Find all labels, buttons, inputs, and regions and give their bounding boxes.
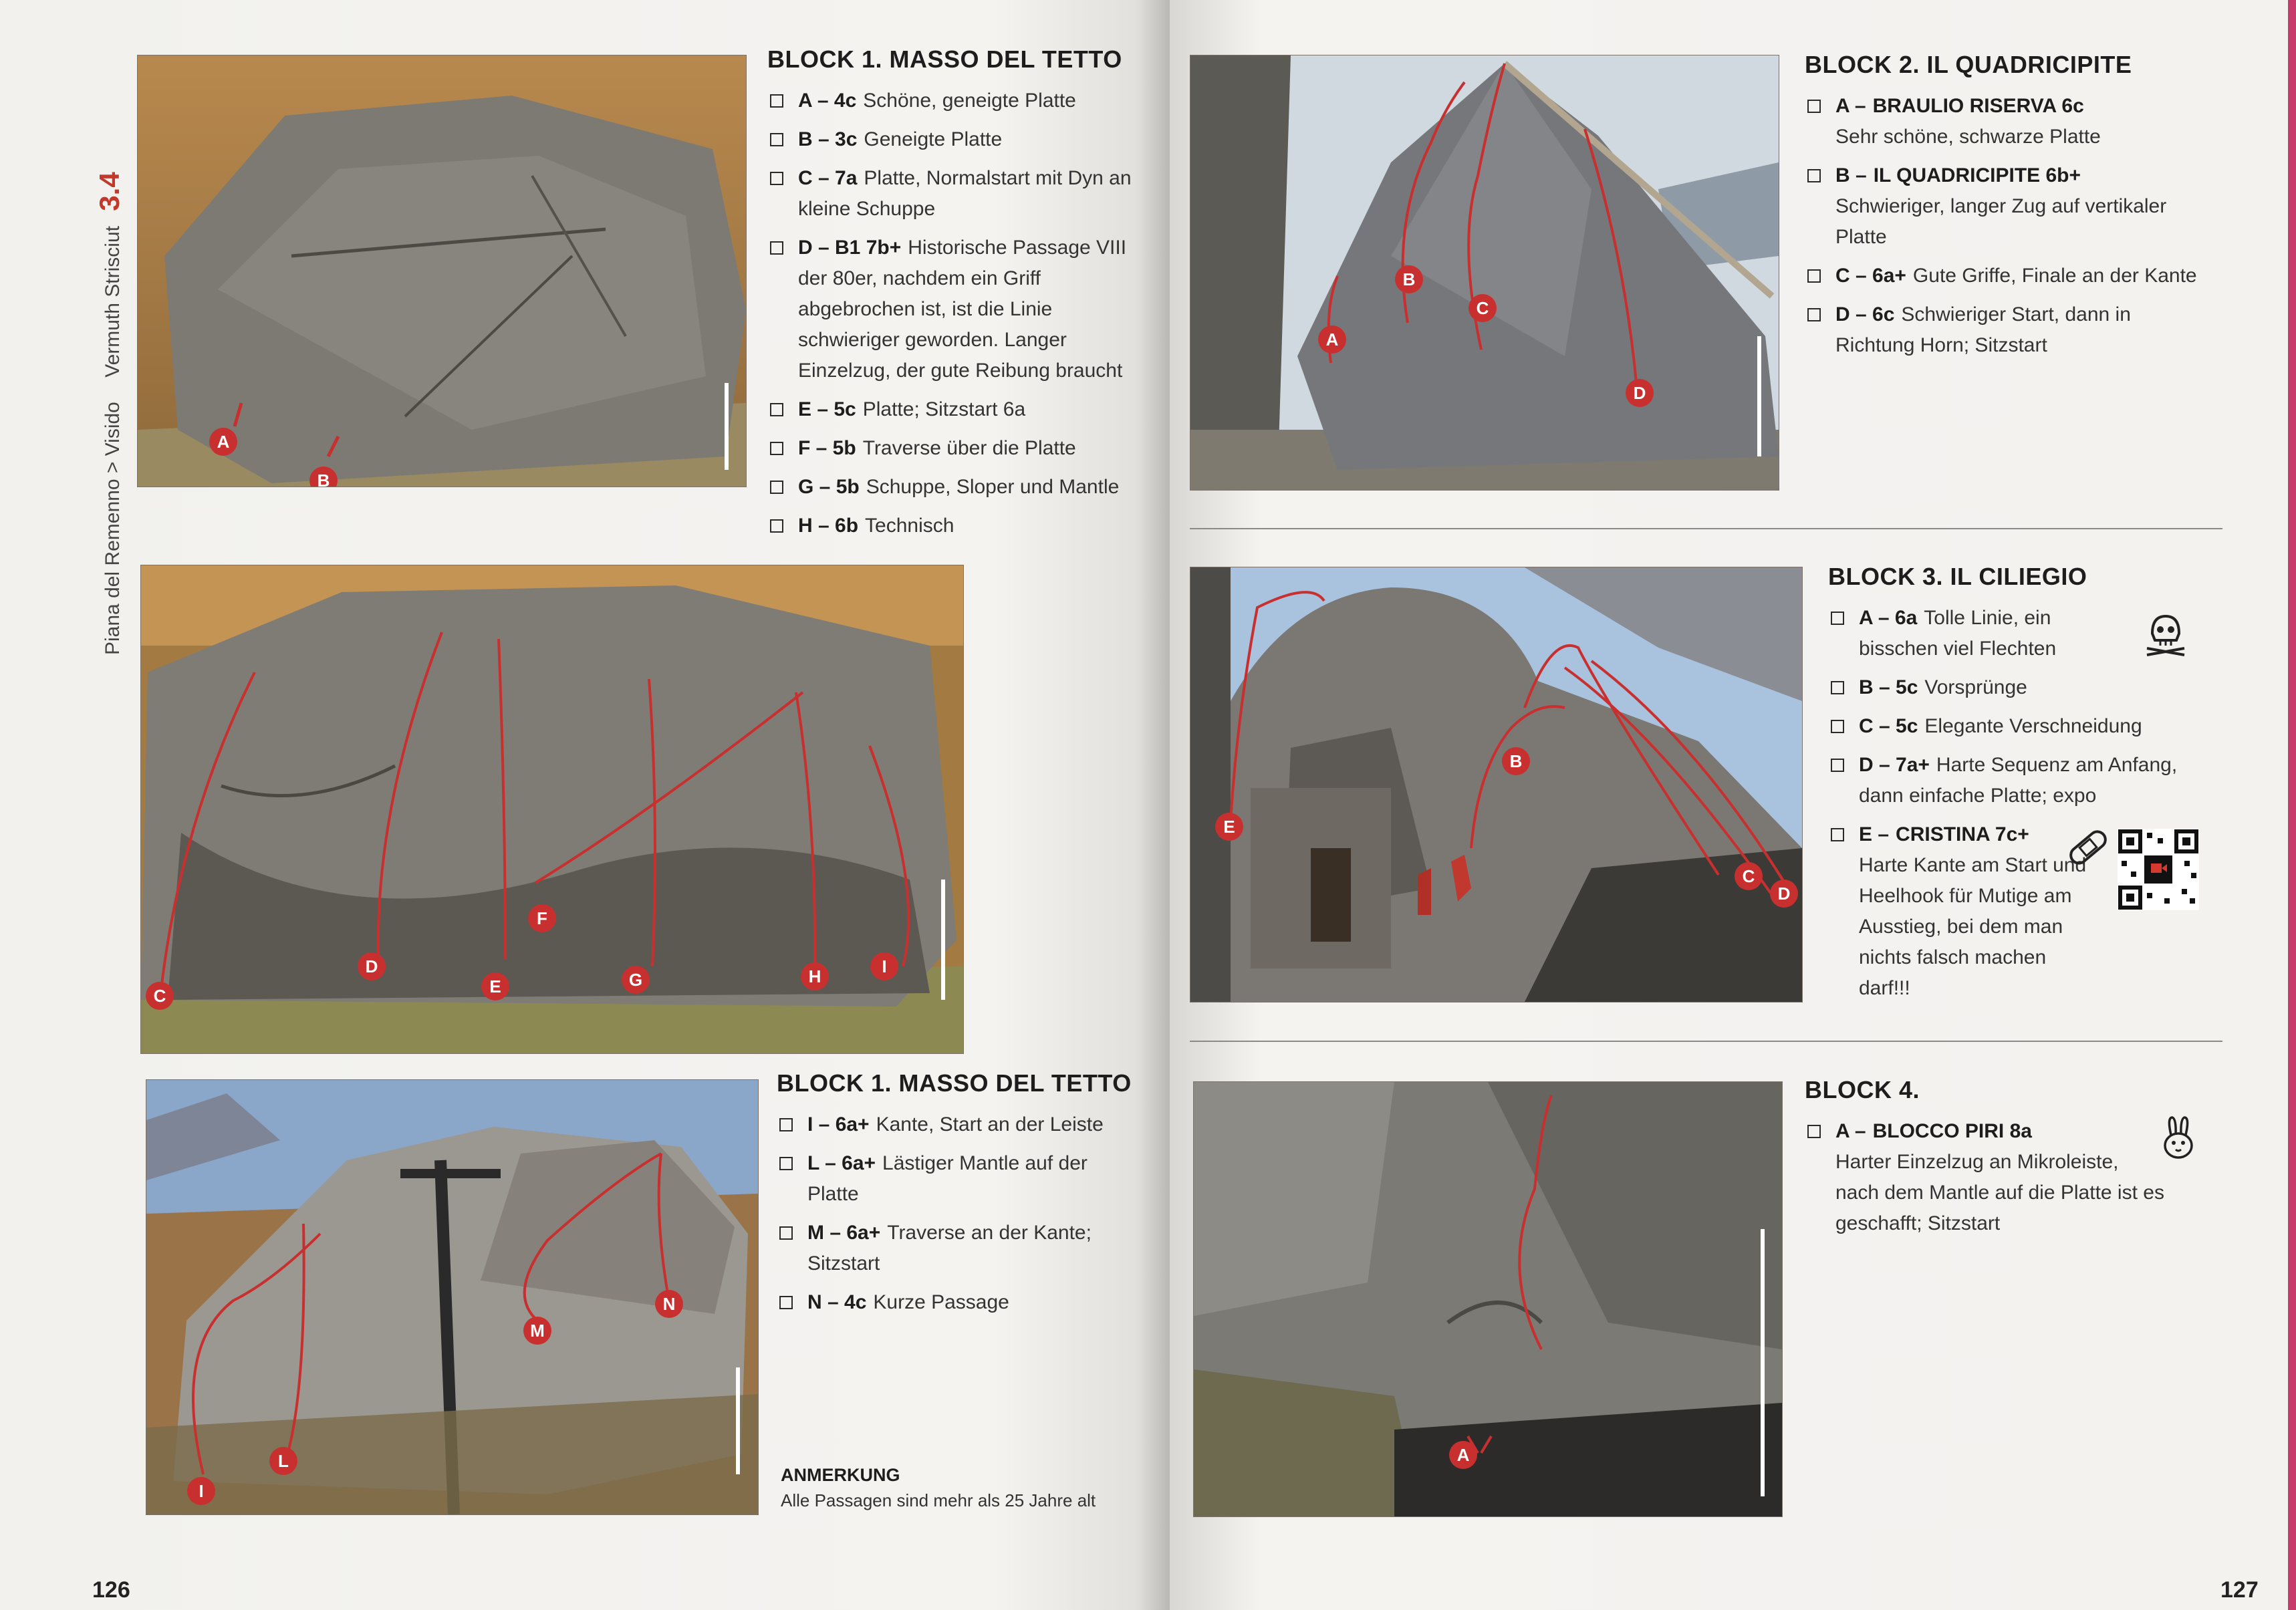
route-marker-g: [622, 966, 650, 994]
block2-title: BLOCK 2. IL QUADRICIPITE: [1805, 51, 2132, 78]
route-item[interactable]: C – 5c Elegante Verschneidung: [1829, 711, 2190, 742]
route-item[interactable]: D – B1 7b+ Historische Passage VIII der 80er, nachdem ein Griff abgebrochen ist, ist die Linie schwieriger geworden. Langer Einzelzug, der gute Reibung braucht: [769, 233, 1143, 386]
svg-text:L: L: [278, 1451, 289, 1471]
route-item[interactable]: B – 3c Geneigte Platte: [769, 124, 1143, 155]
route-item[interactable]: A – 6a Tolle Linie, ein bisschen viel Flechten: [1829, 603, 2190, 664]
svg-text:D: D: [365, 956, 378, 976]
block4-route-list: [1806, 1116, 2207, 1247]
route-item[interactable]: H – 6b Technisch: [769, 511, 1143, 541]
route-item[interactable]: C – 6a+ Gute Griffe, Finale an der Kante: [1806, 261, 2207, 291]
checkbox[interactable]: [779, 1226, 793, 1240]
checkbox[interactable]: [1831, 612, 1844, 625]
checkbox[interactable]: [1807, 100, 1821, 113]
photo-block1-middle: [140, 565, 964, 1054]
block3-route-list: [1829, 603, 2190, 1012]
route-item[interactable]: M – 6a+ Traverse an der Kante; Sitzstart: [778, 1218, 1139, 1279]
svg-text:A: A: [1325, 329, 1339, 350]
checkbox[interactable]: [770, 442, 783, 455]
checkbox[interactable]: [770, 94, 783, 108]
route-item[interactable]: D – 6c Schwieriger Start, dann in Richtung Horn; Sitzstart: [1806, 299, 2207, 361]
checkbox[interactable]: [779, 1157, 793, 1170]
block2-route-list: [1806, 91, 2207, 369]
route-marker-i: [870, 952, 898, 980]
checkbox[interactable]: [1807, 169, 1821, 182]
svg-text:F: F: [537, 908, 547, 928]
route-marker-n: [655, 1290, 683, 1318]
route-marker-c: [1469, 294, 1497, 322]
route-item[interactable]: A – 4c Schöne, geneigte Platte: [769, 86, 1143, 116]
svg-text:C: C: [1742, 866, 1755, 886]
bandage-icon: [2064, 823, 2112, 871]
route-item[interactable]: G – 5b Schuppe, Sloper und Mantle: [769, 472, 1143, 503]
svg-text:N: N: [662, 1294, 676, 1314]
svg-text:H: H: [808, 966, 821, 986]
section-name: Vermuth Strisciut: [102, 226, 124, 378]
page-edge-marker: [2288, 0, 2296, 1610]
route-marker-m: [523, 1317, 551, 1345]
checkbox[interactable]: [1807, 269, 1821, 283]
route-marker-a: [1449, 1441, 1477, 1469]
page-number-right: 127: [2220, 1577, 2259, 1603]
scale-bar: [725, 383, 729, 470]
route-marker-d: [1770, 880, 1798, 908]
checkbox[interactable]: [770, 172, 783, 185]
note-text: Alle Passagen sind mehr als 25 Jahre alt: [781, 1490, 1096, 1510]
svg-text:B: B: [1509, 751, 1523, 771]
block4-title: BLOCK 4.: [1805, 1076, 1920, 1103]
svg-text:I: I: [882, 956, 887, 976]
photo-block4: [1193, 1081, 1783, 1517]
checkbox[interactable]: [1831, 720, 1844, 733]
photo-block3: [1190, 567, 1803, 1002]
route-item[interactable]: D – 7a+ Harte Sequenz am Anfang, dann einfache Platte; expo: [1829, 750, 2190, 811]
checkbox[interactable]: [770, 403, 783, 416]
qr-code-icon[interactable]: [2118, 829, 2199, 910]
svg-text:G: G: [628, 970, 643, 990]
route-marker-h: [801, 962, 829, 990]
rabbit-icon: [2158, 1115, 2199, 1162]
checkbox[interactable]: [1831, 828, 1844, 841]
svg-text:E: E: [1223, 817, 1235, 837]
route-marker-b: [1502, 747, 1530, 775]
skull-icon: [2139, 608, 2192, 662]
route-marker-d: [358, 952, 386, 980]
svg-text:C: C: [153, 986, 166, 1006]
svg-text:C: C: [1476, 298, 1489, 318]
block1-continued-title: BLOCK 1. MASSO DEL TETTO: [777, 1069, 1132, 1097]
climber-figure: [1418, 868, 1431, 915]
right-page: [1170, 0, 2296, 1610]
route-item[interactable]: L – 6a+ Lästiger Mantle auf der Platte: [778, 1148, 1139, 1210]
route-item[interactable]: A – BLOCCO PIRI 8a Harter Einzelzug an Mikroleiste, nach dem Mantle auf die Platte ist es geschafft; Sitzstart: [1806, 1116, 2207, 1239]
photo-block1-bottom: [146, 1079, 759, 1515]
checkbox[interactable]: [770, 241, 783, 255]
scale-bar: [736, 1367, 740, 1474]
svg-text:D: D: [1633, 383, 1646, 403]
svg-text:A: A: [217, 432, 230, 452]
route-item[interactable]: I – 6a+ Kante, Start an der Leiste: [778, 1109, 1139, 1140]
checkbox[interactable]: [1807, 308, 1821, 321]
route-item[interactable]: F – 5b Traverse über die Platte: [769, 433, 1143, 464]
scale-bar: [1757, 336, 1761, 456]
route-marker-f: [528, 904, 556, 932]
block3-title: BLOCK 3. IL CILIEGIO: [1828, 563, 2087, 590]
block1-title: BLOCK 1. MASSO DEL TETTO: [767, 45, 1122, 73]
photo-block1-top: [137, 55, 747, 487]
route-marker-e: [481, 972, 509, 1000]
route-item[interactable]: B – IL QUADRICIPITE 6b+ Schwieriger, langer Zug auf vertikaler Platte: [1806, 160, 2207, 253]
svg-text:B: B: [1402, 269, 1416, 289]
route-item[interactable]: B – 5c Vorsprünge: [1829, 672, 2190, 703]
svg-text:I: I: [199, 1481, 204, 1501]
route-item[interactable]: C – 7a Platte, Normalstart mit Dyn an kleine Schuppe: [769, 163, 1143, 225]
checkbox[interactable]: [1831, 681, 1844, 694]
svg-text:A: A: [1456, 1445, 1470, 1465]
checkbox[interactable]: [770, 481, 783, 494]
route-marker-d: [1626, 379, 1654, 407]
section-divider: [1190, 1041, 2222, 1042]
checkbox[interactable]: [770, 519, 783, 533]
svg-text:M: M: [530, 1321, 545, 1341]
route-marker-a: [1318, 325, 1346, 354]
route-item[interactable]: N – 4c Kurze Passage: [778, 1287, 1139, 1318]
svg-text:E: E: [489, 976, 501, 996]
route-item[interactable]: A – BRAULIO RISERVA 6c Sehr schöne, schwarze Platte: [1806, 91, 2207, 152]
svg-text:B: B: [317, 471, 330, 487]
block1-continued-route-list: [778, 1109, 1139, 1326]
checkbox[interactable]: [770, 133, 783, 146]
page-number-left: 126: [92, 1577, 130, 1603]
checkbox[interactable]: [779, 1296, 793, 1309]
route-marker-b: [1395, 265, 1423, 293]
scale-bar: [1761, 1229, 1765, 1496]
chapter-number: 3.4: [94, 172, 125, 211]
scale-bar: [941, 880, 945, 1000]
route-item[interactable]: E – 5c Platte; Sitzstart 6a: [769, 394, 1143, 425]
checkbox[interactable]: [1831, 759, 1844, 772]
checkbox[interactable]: [1807, 1125, 1821, 1138]
route-marker-c: [1735, 862, 1763, 890]
photo-block2: [1190, 55, 1779, 491]
breadcrumb: Piana del Remenno > Visido: [102, 402, 124, 655]
checkbox[interactable]: [779, 1118, 793, 1131]
route-item[interactable]: E – CRISTINA 7c+ Harte Kante am Start und Heelhook für Mutige am Ausstieg, bei dem man nichts falsch machen darf!!!: [1829, 819, 2190, 1004]
route-marker-l: [269, 1447, 297, 1475]
section-side-label: [94, 53, 134, 655]
section-divider: [1190, 528, 2222, 529]
route-marker-c: [146, 982, 174, 1010]
block1-route-list: [769, 86, 1143, 549]
route-marker-i: [187, 1477, 215, 1505]
note-title: ANMERKUNG: [781, 1465, 900, 1485]
svg-text:D: D: [1777, 884, 1791, 904]
route-marker-e: [1215, 813, 1243, 841]
